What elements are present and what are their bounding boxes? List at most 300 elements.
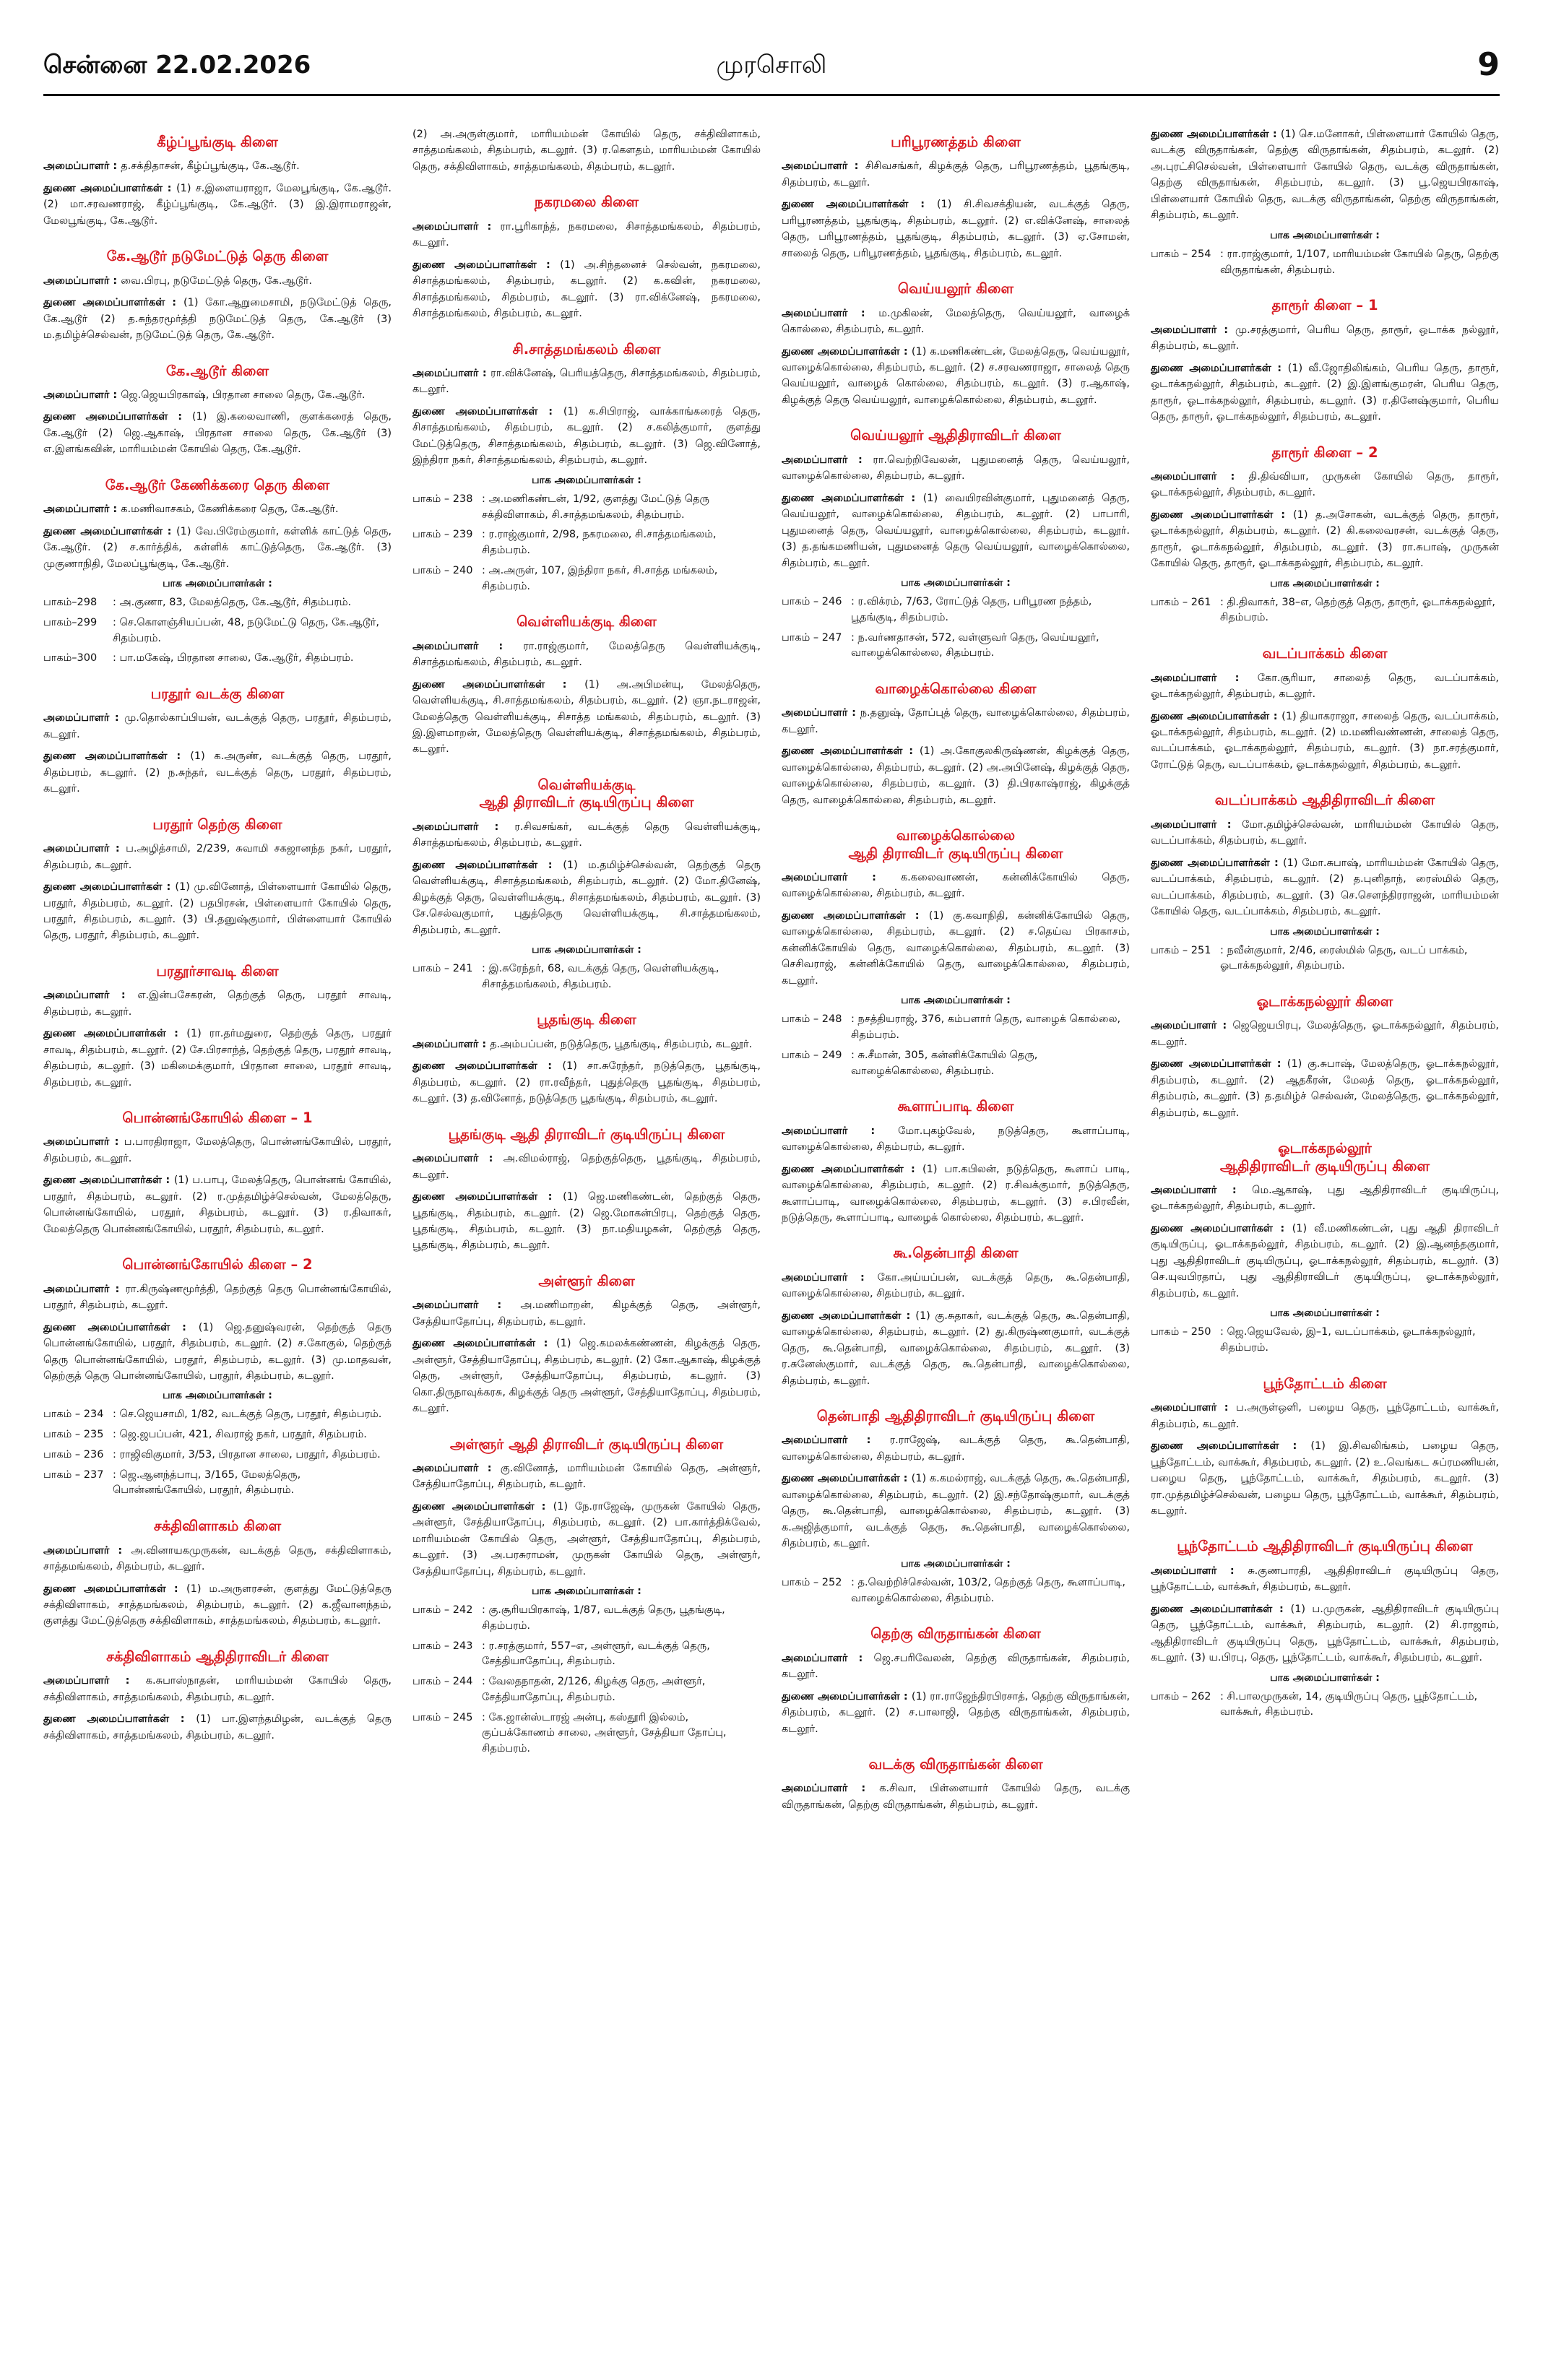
organizer-name: க.சுபாஸ்நாதன், மாரியம்மன் கோயில் தெரு, சக்திவிளாகம், சாத்தமங்கலம், சிதம்பரம், கடலூர். — [43, 1675, 392, 1703]
branch-section — [43, 1109, 392, 1237]
organizer-name: கோ.சூரியா, சாலைத் தெரு, வடப்பாக்கம், ஓடாக்கநல்லூர், சிதம்பரம், கடலூர். — [1151, 672, 1499, 701]
organizer-label: அமைப்பாளர் : — [782, 1435, 890, 1447]
branch-title: கீழ்ப்பூங்குடி கிளை — [157, 134, 278, 150]
booth-organizer: : கே.ஜான்ஸ்டாரஜ் அன்பு, கஸ்தூரி இல்லம், குப்பக்கோணம் சாலை, அள்ளூர், சேத்தியா தோப்பு, சிதம்பரம். — [482, 1711, 727, 1755]
deputy-organizers-line — [43, 1026, 392, 1091]
organizer-label: அமைப்பாளர் : — [412, 1462, 501, 1474]
deputy-label: துணை அமைப்பாளர்கள் : — [43, 881, 176, 893]
branch-title: ஓடாக்கநல்லூர் ஆதிதிராவிடர் குடியிருப்பு கிளை — [1219, 1140, 1430, 1174]
deputy-names: (1) கு.சுபாஷ், மேலத்தெரு, ஓடாக்கநல்லூர், சிதம்பரம், கடலூர். (2) ஆதகீரன், மேலத் தெரு, ஓடாக்கநல்லூர், சிதம்பரம், கடலூர். (3) த.தமிழ்ச் செல்வன், மேலத்தெரு, ஓடாக்கநல்லூர், சிதம்பரம், கடலூர். — [1151, 1058, 1499, 1119]
branch-title: சக்திவிளாகம் கிளை — [153, 1518, 282, 1535]
branch-title: பரிபூரணத்தம் கிளை — [891, 134, 1021, 150]
booth-row — [1151, 247, 1499, 279]
deputy-names: (1) ப.பாபு, மேலத்தெரு, பொன்னங் கோயில், பரதூர், சிதம்பரம், கடலூர். (2) ர.முத்தமிழ்ச்செல்வன், மேலத்தெரு, பொன்னங்கோயில், பரதூர், சிதம்பரம், கடலூர். (3) ர.திவாகர், மேலத்தெரு பொன்னங்கோயில், பரதூர், சிதம்பரம், கடலூர். — [43, 1174, 392, 1235]
branch-title: பொன்னங்கோயில் கிளை – 1 — [122, 1109, 313, 1127]
deputy-label: துணை அமைப்பாளர்கள் : — [782, 492, 923, 504]
branch-section — [1151, 1140, 1499, 1356]
branch-section — [1151, 297, 1499, 425]
booth-organizer: : ராஜிவிகுமார், 3/53, பிரதான சாலை, பரதூர், சிதம்பரம். — [113, 1448, 381, 1461]
booth-row — [412, 527, 761, 559]
booth-organizers-heading: பாக அமைப்பாளர்கள் : — [1270, 1671, 1380, 1684]
deputy-names: (1) க.சிபிராஜ், வாக்காங்கரைத் தெரு, சிசாத்தமங்கலம், சிதம்பரம், கடலூர். (2) ச.கலித்குமார், குளத்து மேட்டுத்தெரு, சிசாத்தமங்கலம், சிதம்பரம், கடலூர். (3) ஜெ.வினோத், இந்திரா நகர், சிசாத்தமங்கலம், சிதம்பரம், கடலூர். — [412, 405, 761, 467]
organizer-label: அமைப்பாளர் : — [782, 707, 860, 719]
organizer-name: க.மணிவாசகம், கேணிக்கரை தெரு, கே.ஆடூர். — [121, 503, 339, 516]
branch-title: பொன்னங்கோயில் கிளை – 2 — [122, 1256, 313, 1273]
branch-section — [412, 194, 761, 321]
organizer-label: அமைப்பாளர் : — [412, 1299, 521, 1312]
booth-row — [412, 1710, 761, 1757]
booth-number: பாகம் – 252 — [782, 1576, 842, 1588]
deputy-organizers-line — [43, 524, 392, 572]
organizer-name: ரா.கிருஷ்ணமூர்த்தி, தெற்குத் தெரு பொன்னங்கோயில், பரதூர், சிதம்பரம், கடலூர். — [43, 1283, 392, 1312]
deputy-label: துணை அமைப்பாளர்கள் : — [412, 678, 585, 691]
deputy-names: (1) ரா.ராஜேந்திரபிரசாத், தெற்கு விருதாங்கன், சிதம்பரம், கடலூர். (2) ச.பாலாஜி, தெற்கு விருதாங்கன், சிதம்பரம், கடலூர். — [782, 1690, 1130, 1735]
organizer-line — [782, 1780, 1130, 1813]
branch-section — [43, 963, 392, 1091]
booth-row — [412, 563, 761, 595]
deputy-organizers-line — [43, 1711, 392, 1744]
deputy-label: துணை அமைப்பாளர்கள் : — [412, 1060, 563, 1073]
deputy-names: (1) த.அசோகன், வடக்குத் தெரு, தாரூர், ஓடாக்கநல்லூர், சிதம்பரம், கடலூர். (2) கி.கலைவரசன், வடக்குத் தெரு, தாரூர், ஓடாக்கநல்லூர், சிதம்பரம், கடலூர். (3) ரா.சுபாஷ், முருகன் கோயில் தெரு, தாரூர், ஓடாக்கநல்லூர், சிதம்பரம், கடலூர். — [1151, 509, 1499, 570]
booth-organizer: : அ.அருள், 107, இந்திரா நகர், சி.சாத்த மங்கலம், சிதம்பரம். — [482, 564, 718, 592]
organizer-line — [1151, 469, 1499, 501]
organizer-line — [1151, 1182, 1499, 1215]
organizer-name: க.சிவா, பிள்ளையார் கோயில் தெரு, வடக்கு விருதாங்கன், தெற்கு விருதாங்கன், சிதம்பரம், கடலூர். — [782, 1783, 1130, 1811]
organizer-line — [43, 1281, 392, 1314]
organizer-line — [782, 158, 1130, 191]
branch-section — [782, 827, 1130, 1079]
branch-section — [43, 248, 392, 343]
organizer-name: ர.ராஜேஷ், வடக்குத் தெரு, கூ.தென்பாதி, வாழைக்கொல்லை, சிதம்பரம், கடலூர். — [782, 1435, 1130, 1463]
organizer-label: அமைப்பாளர் : — [412, 220, 501, 233]
branch-title: அள்ளூர் ஆதி திராவிடர் குடியிருப்பு கிளை — [449, 1435, 724, 1453]
deputy-names: (1) க.மணிகண்டன், மேலத்தெரு, வெய்யலூர், வாழைக்கொல்லை, சிதம்பரம், கடலூர். (2) ச.சரவணராஜா, சாலைத் தெரு வெய்யலூர், வாழைக் கொல்லை, சிதம்பரம், கடலூர். (3) ர.ஆகாஷ், கிழக்குத் தெரு வெய்யலூர், வாழைக்கொல்லை, சிதம்பரம், கடலூர். — [782, 345, 1130, 406]
organizer-label: அமைப்பாளர் : — [43, 503, 121, 516]
branch-section — [412, 613, 761, 758]
booth-organizer: : அ.மணிகண்டன், 1/92, குளத்து மேட்டுத் தெரு சக்திவிளாகம், சி.சாத்தமங்கலம், சிதம்பரம். — [482, 493, 709, 521]
booth-number: பாகம் – 254 — [1151, 248, 1211, 260]
booth-row — [412, 961, 761, 993]
branch-title: கே.ஆடூர் கிளை — [165, 362, 269, 379]
deputy-names: (1) பா.கபிலன், நடுத்தெரு, கூளாப் பாடி, வாழைக்கொல்லை, சிதம்பரம், கடலூர். (2) ர.சிவக்குமார், நடுத்தெரு, கூளாப்பாடி, வாழைக்கொல்லை, சிதம்பரம், கடலூர். (3) ச.பிரவீன், நடுத்தெரு, கூளாப்பாடி, வாழைக் கொல்லை, சிதம்பரம், கடலூர். — [782, 1163, 1130, 1224]
organizer-line — [43, 158, 392, 174]
booth-number: பாகம் – 239 — [412, 529, 473, 541]
deputy-names: (1) தியாகராஜா, சாலைத் தெரு, வடப்பாக்கம், ஓடாக்கநல்லூர், சிதம்பரம், கடலூர். (2) ம.மணிவண்ணன், சாலைத் தெரு, வடப்பாக்கம், ஓடாக்கநல்லூர், சிதம்பரம், கடலூர். (3) நா.சரத்குமார், ரோட்டுத் தெரு, வடப்பாக்கம், ஓடாக்கநல்லூர், சிதம்பரம், கடலூர். — [1151, 710, 1499, 771]
deputy-label: துணை அமைப்பாளர்கள் : — [412, 259, 561, 271]
organizer-label: அமைப்பாளர் : — [412, 367, 491, 379]
organizer-line — [1151, 1018, 1499, 1050]
deputy-names: (1) கு.சுதாகர், வடக்குத் தெரு, கூ.தென்பாதி, வாழைக்கொல்லை, சிதம்பரம், கடலூர். (2) து.கிருஷ்ணகுமார், வடக்குத் தெரு, கூ.தென்பாதி, வாழைக்கொல்லை, சிதம்பரம், கடலூர். (3) ர.சுனேஸ்குமார், வடக்குத் தெரு, கூ.தென்பாதி, வாழைக்கொல்லை, சிதம்பரம், கடலூர். — [782, 1310, 1130, 1387]
booth-row — [43, 595, 392, 611]
organizer-label: அமைப்பாளர் : — [43, 389, 121, 401]
deputy-names: (1) ப.முருகன், ஆதிதிராவிடர் குடியிருப்பு தெரு, பூந்தோட்டம், வாக்கூர், சிதம்பரம், கடலூர். (2) சி.ராஜாம், ஆதிதிராவிடர் குடியிருப்பு தெரு, பூந்தோட்டம், வாக்கூர், சிதம்பரம், கடலூர். (3) ய.பிரபு, தெரு, பூந்தோட்டம், வாக்கூர், சிதம்பரம், கடலூர். — [1151, 1603, 1499, 1664]
deputy-names: (1) அ.அபிமன்யு, மேலத்தெரு, வெள்ளியக்குடி, சி.சாத்தமங்கலம், சிதம்பரம், கடலூர். (2) ஞா.நடராஜன், மேலத்தெரு வெள்ளியக்குடி, சிசாத்த மங்கலம், சிதம்பரம், கடலூர். (3) இ.இளமாறன், மேலத்தெரு வெள்ளியக்குடி, சிசாத்தமங்கலம், சிதம்பரம், கடலூர். — [412, 678, 761, 756]
organizer-line — [782, 870, 1130, 902]
deputy-organizers-line — [43, 409, 392, 457]
branch-section — [43, 1518, 392, 1630]
deputy-names: (1) க.அருண், வடக்குத் தெரு, பரதூர், சிதம்பரம், கடலூர். (2) ந.சுந்தர், வடக்குத் தெரு, பரதூர், சிதம்பரம், கடலூர். — [43, 750, 392, 795]
booth-organizers-heading: பாக அமைப்பாளர்கள் : — [1270, 577, 1380, 589]
branch-section — [412, 1011, 761, 1107]
booth-row — [412, 492, 761, 524]
organizer-label: அமைப்பாளர் : — [412, 640, 524, 652]
organizer-label: அமைப்பாளர் : — [43, 1136, 124, 1148]
branch-section — [412, 1126, 761, 1254]
booth-row — [1151, 1325, 1499, 1356]
branch-section — [782, 280, 1130, 408]
organizer-name: அ.வினாயகமுருகன், வடக்குத் தெரு, சக்திவிளாகம், சாத்தமங்கலம், சிதம்பரம், கடலூர். — [43, 1544, 392, 1573]
deputy-label: துணை அமைப்பாளர்கள் : — [43, 750, 191, 763]
deputy-names: (1) செ.மனோகர், பிள்ளையார் கோயில் தெரு, வடக்கு விருதாங்கன், தெற்கு விருதாங்கன், சிதம்பரம், கடலூர். (2) அ.புரட்சிசெல்வன், பிள்ளையார் கோயில் தெரு, வடக்கு விருதாங்கன், தெற்கு விருதாங்கன், சிதம்பரம், கடலூர். (3) பூ.ஜெயபிரகாஷ், பிள்ளையார் கோயில் தெரு, வடக்கு விருதாங்கன், தெற்கு விருதாங்கன், சிதம்பரம், கடலூர். — [1151, 129, 1499, 222]
branch-section — [1151, 126, 1499, 278]
organizer-label: அமைப்பாளர் : — [782, 307, 879, 319]
deputy-organizers-line — [412, 1058, 761, 1107]
organizer-line — [1151, 1563, 1499, 1596]
deputy-label: துணை அமைப்பாளர்கள் : — [412, 859, 563, 871]
branch-title: வெய்யலூர் கிளை — [897, 280, 1014, 298]
deputy-organizers-line — [412, 1336, 761, 1416]
booth-organizer: : ஜெ.ஆனந்த்பாபு, 3/165, மேலத்தெரு, பொன்னங்கோயில், பரதூர், சிதம்பரம். — [113, 1468, 301, 1497]
branch-section — [1151, 1538, 1499, 1721]
organizer-line — [782, 1270, 1130, 1302]
branch-title: தாரூர் கிளை – 2 — [1271, 443, 1378, 461]
booth-organizer: : ரா.ராஜ்குமார், 1/107, மாரியம்மன் கோயில் தெரு, தெற்கு விருதாங்கன், சிதம்பரம். — [1220, 248, 1499, 276]
column-1 — [43, 126, 392, 2351]
branch-section — [782, 1098, 1130, 1226]
booth-organizer: : ந.வர்ணதாசன், 572, வள்ளுவர் தெரு, வெய்யலூர், வாழைக்கொல்லை, சிதம்பரம். — [851, 631, 1099, 659]
booth-organizer: : த.வெற்றிச்செல்வன், 103/2, தெற்குத் தெரு, கூளாப்பாடி, வாழைக்கொல்லை, சிதம்பரம். — [851, 1576, 1125, 1604]
branch-section — [1151, 993, 1499, 1121]
booth-row — [782, 1048, 1130, 1080]
booth-number: பாகம் – 248 — [782, 1013, 842, 1026]
deputy-organizers-line — [782, 344, 1130, 409]
booth-organizer: : கு.சூரியபிரகாஷ், 1/87, வடக்குத் தெரு, பூதங்குடி, சிதம்பரம். — [482, 1604, 725, 1632]
booth-organizer: : பா.மகேஷ், பிரதான சாலை, கே.ஆடூர், சிதம்பரம். — [113, 652, 354, 665]
branch-title: கூளாப்பாடி கிளை — [897, 1098, 1014, 1115]
deputy-names: (1) ரா.தர்மதுரை, தெற்குத் தெரு, பரதூர் சாவடி, சிதம்பரம், கடலூர். (2) சே.பிரசாந்த், தெற்குத் தெரு, பரதூர் சாவடி, சிதம்பரம், கடலூர். (3) மகிமைக்குமார், பிரதான சாலை, பரதூர் சாவடி, சிதம்பரம், கடலூர். — [43, 1028, 392, 1089]
deputy-names: (1) ஜெ.மணிகண்டன், தெற்குத் தெரு, பூதங்குடி, சிதம்பரம், கடலூர். (2) ஜெ.மோகன்பிரபு, தெற்குத் தெரு, பூதங்குடி, சிதம்பரம், கடலூர். (3) நா.மதியழகன், தெற்குத் தெரு, பூதங்குடி, சிதம்பரம், கடலூர். — [412, 1191, 761, 1252]
organizer-line — [782, 705, 1130, 737]
deputy-organizers-line — [43, 1581, 392, 1630]
organizer-line — [1151, 1400, 1499, 1432]
deputy-label: துணை அமைப்பாளர்கள் : — [43, 1583, 186, 1595]
deputy-names: (1) கோ.ஆறுமைசாமி, நடுமேட்டுத் தெரு, கே.ஆடூர் (2) த.சுந்தரமூர்த்தி நடுமேட்டுத் தெரு, கே.ஆடூர் (3) ம.தமிழ்ச்செல்வன், நடுமேட்டுத் தெரு, கே.ஆடூர். — [43, 297, 392, 342]
organizer-name: சு.குணபாரதி, ஆதிதிராவிடர் குடியிருப்பு தெரு, பூந்தோட்டம், வாக்கூர், சிதம்பரம், கடலூர். — [1151, 1565, 1499, 1593]
organizer-name: ரா.ராஜ்குமார், மேலத்தெரு வெள்ளியக்குடி, சிசாத்தமங்கலம், சிதம்பரம், கடலூர். — [412, 640, 761, 669]
booth-organizer: : இ.சுரேந்தர், 68, வடக்குத் தெரு, வெள்ளியக்குடி, சிசாத்தமங்கலம், சிதம்பரம். — [482, 962, 719, 990]
deputy-label: துணை அமைப்பாளர்கள் : — [43, 1713, 196, 1726]
organizer-label: அமைப்பாளர் : — [1151, 470, 1249, 483]
branch-section — [782, 1625, 1130, 1737]
deputy-label: துணை அமைப்பாளர்கள் : — [782, 745, 920, 758]
branch-title: தென்பாதி ஆதிதிராவிடர் குடியிருப்பு கிளை — [816, 1408, 1095, 1425]
deputy-organizers-line — [782, 908, 1130, 989]
organizer-name: வை.பிரபு, நடுமேட்டுத் தெரு, கே.ஆடூர். — [121, 274, 312, 287]
organizer-label: அமைப்பாளர் : — [43, 1675, 146, 1687]
branch-title: பரதூர் வடக்கு கிளை — [150, 685, 285, 702]
organizer-label: அமைப்பாளர் : — [1151, 818, 1242, 831]
branch-section — [782, 1245, 1130, 1389]
deputy-organizers-line — [412, 677, 761, 758]
booth-row — [43, 1427, 392, 1443]
branch-title: சக்திவிளாகம் ஆதிதிராவிடர் கிளை — [106, 1648, 329, 1665]
deputy-label: துணை அமைப்பாளர்கள் : — [43, 411, 192, 423]
branch-title: ஓடாக்கநல்லூர் கிளை — [1256, 993, 1393, 1011]
branch-section — [43, 1648, 392, 1744]
organizer-line — [43, 841, 392, 873]
booth-number: பாகம் – 243 — [412, 1640, 473, 1652]
branch-title: கே.ஆடூர் கேணிக்கரை தெரு கிளை — [105, 476, 330, 493]
branch-section — [782, 134, 1130, 261]
deputy-names: (1) சா.சுரேந்தர், நடுத்தெரு, பூதங்குடி, சிதம்பரம், கடலூர். (2) ரா.ரவீந்தர், புதுத்தெரு பூதங்குடி, சிதம்பரம், கடலூர். (3) த.வினோத், நடுத்தெரு பூதங்குடி, சிதம்பரம், கடலூர். — [412, 1060, 761, 1105]
organizer-name: தி.திவ்வியா, முருகன் கோயில் தெரு, தாரூர், ஓடாக்கநல்லூர், சிதம்பரம், கடலூர். — [1151, 470, 1499, 499]
deputy-organizers-line — [43, 1320, 392, 1385]
branch-section — [412, 126, 761, 175]
deputy-label: துணை அமைப்பாளர்கள் : — [1151, 362, 1288, 374]
branch-section — [782, 427, 1130, 662]
branch-title: அள்ளூர் கிளை — [538, 1272, 635, 1289]
deputy-names: (1) ம.தமிழ்ச்செல்வன், தெற்குத் தெரு வெள்ளியக்குடி, சிசாத்தமங்கலம், சிதம்பரம், கடலூர். (2) மோ.தினேஷ், கிழக்குத் தெரு, வெள்ளியக்குடி, சிசாத்தமங்கலம், சிதம்பரம், கடலூர். (3) சே.செல்வகுமார், புதுத்தெரு வெள்ளியக்குடி, சி.சாத்தமங்கலம், சிதம்பரம், கடலூர். — [412, 859, 761, 936]
deputy-label: துணை அமைப்பாளர்கள் : — [1151, 1222, 1292, 1234]
deputy-organizers-line — [1151, 507, 1499, 572]
deputy-organizers-line — [1151, 126, 1499, 224]
organizer-line — [43, 273, 392, 289]
deputy-names: (1) வையிரவின்குமார், புதுமனைத் தெரு, வெய்யலூர், வாழைக்கொல்லை, சிதம்பரம், கடலூர். (2) பாபாரி, புதுமனைத் தெரு, வெய்யலூர், வாழைக்கொல்லை, சிதம்பரம், கடலூர். (3) த.தங்கமணியன், புதுமனைத் தெரு வெய்யலூர், வாழைக்கொல்லை, சிதம்பரம், கடலூர். — [782, 492, 1130, 569]
booth-organizers-heading: பாக அமைப்பாளர்கள் : — [532, 943, 641, 956]
deputy-organizers-line — [43, 748, 392, 797]
organizer-name: ந.தனுஷ், தோப்புத் தெரு, வாழைக்கொல்லை, சிதம்பரம், கடலூர். — [782, 707, 1130, 735]
booth-number: பாகம் – 244 — [412, 1676, 473, 1688]
organizer-label: அமைப்பாளர் : — [782, 1271, 878, 1284]
organizer-label: அமைப்பாளர் : — [782, 160, 865, 173]
branch-section — [43, 1256, 392, 1499]
organizer-name: ரா.விக்னேஷ், பெரியத்தெரு, சிசாத்தமங்கலம், சிதம்பரம், கடலூர். — [412, 367, 761, 396]
branch-section — [1151, 792, 1499, 974]
booth-row — [43, 1407, 392, 1423]
masthead — [43, 46, 1500, 96]
branch-title: கூ.தென்பாதி கிளை — [893, 1245, 1019, 1262]
deputy-names: (1) வே.பிரேம்குமார், கள்ளிக் காட்டுத் தெரு, கே.ஆடூர். (2) ச.கார்த்திக், கள்ளிக் காட்டுத்தெரு, கே.ஆடூர். (3) முகுணாநிதி, மேலப்பூங்குடி, கே.ஆடூர். — [43, 525, 392, 570]
deputy-organizers-line — [412, 857, 761, 938]
booth-number: பாகம் – 237 — [43, 1468, 104, 1481]
organizer-line — [43, 987, 392, 1020]
organizer-label: அமைப்பாளர் : — [782, 454, 873, 466]
booth-number: பாகம் – 250 — [1151, 1326, 1211, 1338]
article-columns — [43, 126, 1500, 2351]
deputy-label: துணை அமைப்பாளர்கள் : — [43, 297, 183, 309]
deputy-label: துணை அமைப்பாளர்கள் : — [412, 1500, 553, 1513]
organizer-line — [1151, 670, 1499, 703]
booth-number: பாகம் – 241 — [412, 962, 473, 974]
deputy-names: (1) ம.அருளரசன், குளத்து மேட்டுத்தெரு சக்திவிளாகம், சாத்தமங்கலம், சிதம்பரம், கடலூர். (2) க.ஜீவானந்தம், குளத்து மேட்டுத்தெரு சக்திவிளாகம், சாத்தமங்கலம், சிதம்பரம், கடலூர். — [43, 1583, 392, 1627]
organizer-label: அமைப்பாளர் : — [43, 1544, 131, 1557]
deputy-label: துணை அமைப்பாளர்கள் : — [782, 1690, 912, 1702]
booth-organizers-heading: பாக அமைப்பாளர்கள் : — [1270, 925, 1380, 938]
deputy-organizers-line — [43, 1172, 392, 1237]
organizer-line — [782, 306, 1130, 338]
organizer-name: ப.அருள்ஒளி, பழைய தெரு, பூந்தோட்டம், வாக்கூர், சிதம்பரம், கடலூர். — [1151, 1402, 1499, 1430]
organizer-name: ர.சிவசங்கர், வடக்குத் தெரு வெள்ளியக்குடி, சிசாத்தமங்கலம், சிதம்பரம், கடலூர். — [412, 821, 761, 849]
booth-organizer: : ஜெ.ஜபப்பன், 421, சிவராஜ் நகர், பரதூர், சிதம்பரம். — [113, 1429, 367, 1441]
booth-row — [782, 1012, 1130, 1044]
deputy-label: துணை அமைப்பாளர்கள் : — [43, 525, 176, 537]
deputy-label: துணை அமைப்பாளர்கள் : — [782, 199, 937, 211]
booth-organizers-heading: பாக அமைப்பாளர்கள் : — [532, 474, 641, 486]
branch-title: வாழைக்கொல்லை ஆதி திராவிடர் குடியிருப்பு கிளை — [848, 827, 1063, 862]
organizer-name: மோ.தமிழ்ச்செல்வன், மாரியம்மன் கோயில் தெரு, வடப்பாக்கம், சிதம்பரம், கடலூர். — [1151, 818, 1499, 847]
deputy-names: (1) மு.வினோத், பிள்ளையார் கோயில் தெரு, பரதூர், சிதம்பரம், கடலூர். (2) பதபிரசன், பிள்ளையார் கோயில் தெரு, பரதூர், சிதம்பரம், கடலூர். (3) பி.தனுஷ்குமார், பிள்ளையார் கோயில் தெரு, பரதூர், சிதம்பரம், கடலூர். — [43, 881, 392, 942]
organizer-line — [43, 501, 392, 517]
deputy-names: (1) பா.இளந்தமிழன், வடக்குத் தெரு சக்திவிளாகம், சாத்தமங்கலம், சிதம்பரம், கடலூர். — [43, 1713, 392, 1741]
organizer-line — [43, 387, 392, 403]
deputy-label: துணை அமைப்பாளர்கள் : — [43, 1321, 199, 1333]
branch-section — [43, 477, 392, 667]
organizer-label: அமைப்பாளர் : — [43, 1283, 126, 1295]
organizer-line — [782, 1123, 1130, 1156]
deputy-names: (1) கு.கவாநிதி, கன்னிக்கோயில் தெரு, வாழைக்கொல்லை, சிதம்பரம், கடலூர். (2) ச.தெய்வ பிரகாசம், கன்னிக்கோயில் தெரு, வாழைக்கொல்லை, சிதம்பரம், கடலூர். (3) செசிவராஜ், கன்னிக்கோயில் தெரு, வாழைக்கொல்லை, சிதம்பரம், கடலூர். — [782, 909, 1130, 987]
deputy-names: (1) நே.ராஜேஷ், முருகன் கோயில் தெரு, அள்ளூர், சேத்தியாதோப்பு, சிதம்பரம், கடலூர். (2) பா.கார்த்திக்வேல், மாரியம்மன் கோயில் தெரு, அள்ளூர், சேத்தியாதோப்பு, சிதம்பரம், கடலூர். (3) அ.பரசுராமன், முருகன் கோயில் தெரு, அள்ளூர், சேத்தியாதோப்பு, சிதம்பரம், கடலூர். — [412, 1500, 761, 1578]
deputy-label: துணை அமைப்பாளர்கள் : — [412, 1191, 563, 1203]
organizer-name: ப.பாரதிராஜா, மேலத்தெரு, பொன்னங்கோயில், பரதூர், சிதம்பரம், கடலூர். — [43, 1136, 392, 1164]
booth-number: பாகம்–298 — [43, 597, 98, 608]
deputy-organizers-line — [1151, 709, 1499, 774]
branch-section — [782, 1756, 1130, 1813]
booth-organizer: : தி.திவாகர், 38–எ, தெற்குத் தெரு, தாரூர், ஓடாக்கநல்லூர், சிதம்பரம். — [1220, 596, 1495, 624]
organizer-label: அமைப்பாளர் : — [782, 1783, 880, 1795]
branch-title: பூந்தோட்டம் கிளை — [1263, 1375, 1387, 1392]
organizer-label: அமைப்பாளர் : — [782, 871, 901, 883]
branch-title: சி.சாத்தமங்கலம் கிளை — [512, 340, 661, 358]
booth-number: பாகம் – 249 — [782, 1049, 842, 1061]
deputy-organizers-line — [43, 879, 392, 944]
organizer-line — [43, 1673, 392, 1705]
branch-section — [43, 816, 392, 944]
deputy-organizers-line — [782, 490, 1130, 571]
organizer-label: அமைப்பாளர் : — [1151, 1402, 1237, 1414]
booth-number: பாகம் – 245 — [412, 1711, 473, 1723]
organizer-label: அமைப்பாளர் : — [782, 1652, 874, 1664]
deputy-organizers-line — [1151, 855, 1499, 920]
booth-organizer: : சு.சீமான், 305, கன்னிக்கோயில் தெரு, வாழைக்கொல்லை, சிதம்பரம். — [851, 1049, 1038, 1077]
booth-row — [43, 1468, 392, 1500]
booth-row — [1151, 1689, 1499, 1721]
organizer-name: ரா.வெற்றிவேலன், புதுமனைத் தெரு, வெய்யலூர், வாழைக்கொல்லை, சிதம்பரம், கடலூர். — [782, 454, 1130, 483]
organizer-label: அமைப்பாளர் : — [43, 990, 138, 1002]
branch-section — [1151, 1375, 1499, 1520]
deputy-names: (1) ச.இளையராஜா, மேலபூங்குடி, கே.ஆடூர். (2) மா.சரவணராஜ், கீழ்ப்பூங்குடி, கே.ஆடூர். (3) இ.இராமராஜன், மேலபூங்குடி, கே.ஆடூர். — [43, 182, 392, 227]
organizer-name: மோ.புகழ்வேல், நடுத்தெரு, கூளாப்பாடி, வாழைக்கொல்லை, சிதம்பரம், கடலூர். — [782, 1125, 1130, 1154]
branch-section — [1151, 645, 1499, 773]
organizer-name: சிசிவசங்கர், கிழக்குத் தெரு, பரிபூரணத்தம், பூதங்குடி, சிதம்பரம், கடலூர். — [782, 160, 1130, 189]
deputy-organizers-line — [1151, 360, 1499, 425]
organizer-label: அமைப்பாளர் : — [412, 1038, 490, 1050]
deputy-label: துணை அமைப்பாளர்கள் : — [1151, 857, 1284, 869]
booth-row — [412, 1603, 761, 1635]
booth-organizers-heading: பாக அமைப்பாளர்கள் : — [901, 577, 1011, 589]
branch-title: தெற்கு விருதாங்கன் கிளை — [870, 1625, 1041, 1643]
branch-title: வடக்கு விருதாங்கன் கிளை — [868, 1755, 1043, 1773]
booth-row — [43, 1448, 392, 1463]
column-4 — [1151, 126, 1499, 2351]
organizer-line — [1151, 817, 1499, 849]
column-2 — [412, 126, 761, 2351]
organizer-name: எ.இன்பசேகரன், தெற்குத் தெரு, பரதூர் சாவடி, சிதம்பரம், கடலூர். — [43, 990, 392, 1018]
booth-organizer: : ர.சரத்குமார், 557–எ, அள்ளூர், வடக்குத் தெரு, சேத்தியாதோப்பு, சிதம்பரம். — [482, 1640, 710, 1668]
organizer-label: அமைப்பாளர் : — [43, 712, 125, 724]
organizer-label: அமைப்பாளர் : — [1151, 324, 1235, 336]
deputy-organizers-line — [412, 404, 761, 469]
branch-section — [43, 685, 392, 797]
deputy-label: துணை அமைப்பாளர்கள் : — [43, 182, 177, 194]
booth-number: பாகம் – 242 — [412, 1604, 473, 1617]
deputy-label: துணை அமைப்பாளர்கள் : — [782, 1163, 923, 1175]
booth-organizer: : ர.விக்ரம், 7/63, ரோட்டுத் தெரு, பரிபூரண நத்தம், பூதங்குடி, சிதம்பரம். — [851, 596, 1092, 623]
booth-number: பாகம் – 236 — [43, 1448, 104, 1461]
branch-section — [782, 680, 1130, 808]
branch-title: வாழைக்கொல்லை கிளை — [875, 680, 1037, 698]
deputy-organizers-line — [43, 181, 392, 229]
booth-organizers-heading: பாக அமைப்பாளர்கள் : — [901, 995, 1011, 1007]
booth-organizers-heading: பாக அமைப்பாளர்கள் : — [163, 1390, 272, 1402]
booth-number: பாகம் – 235 — [43, 1429, 104, 1441]
deputy-label: துணை அமைப்பாளர்கள் : — [1151, 1058, 1287, 1070]
deputy-organizers-line — [1151, 1601, 1499, 1666]
booth-number: பாகம் – 251 — [1151, 944, 1211, 956]
organizer-line — [43, 710, 392, 743]
branch-section — [43, 363, 392, 458]
organizer-name: ஜெ.ஜெயபிரகாஷ், பிரதான சாலை தெரு, கே.ஆடூர். — [121, 389, 366, 401]
organizer-name: ம.முகிலன், மேலத்தெரு, வெய்யலூர், வாழைக் கொல்லை, சிதம்பரம், கடலூர். — [782, 307, 1130, 336]
deputy-names: (1) வீ.மணிகண்டன், புது ஆதி திராவிடர் குடியிருப்பு, ஓடாக்கநல்லூர், சிதம்பரம், கடலூர். (2) இ.ஆனந்தகுமார், புது ஆதிதிராவிடர் குடியிருப்பு, ஓடாக்கநல்லூர், சிதம்பரம், கடலூர். (3) செ.யுவபிரதாப், புது ஆதிதிராவிடர் குடியிருப்பு, ஓடாக்கநல்லூர், சிதம்பரம், கடலூர். — [1151, 1222, 1499, 1299]
organizer-name: மு.தொல்காப்பியன், வடக்குத் தெரு, பரதூர், சிதம்பரம், கடலூர். — [43, 712, 392, 740]
branch-title: கே.ஆடூர் நடுமேட்டுத் தெரு கிளை — [106, 248, 329, 265]
organizer-line — [782, 452, 1130, 485]
deputy-names: (1) வீ.ஜோதிலிங்கம், பெரிய தெரு, தாரூர், ஒடாக்கநல்லூர், சிதம்பரம், கடலூர். (2) இ.இளங்குமரன், பெரிய தெரு, தாரூர், ஓடாக்கநல்லூர், சிதம்பரம், கடலூர். (3) ர.தினேஷ்குமார், பெரிய தெரு, தாரூர், ஓடாக்கநல்லூர், சிதம்பரம், கடலூர். — [1151, 362, 1499, 423]
organizer-line — [43, 1543, 392, 1575]
booth-number: பாகம்–300 — [43, 652, 98, 665]
branch-title: பூந்தோட்டம் ஆதிதிராவிடர் குடியிருப்பு கிளை — [1177, 1538, 1473, 1555]
branch-section — [412, 1436, 761, 1757]
booth-organizers-heading: பாக அமைப்பாளர்கள் : — [163, 578, 272, 589]
organizer-label: அமைப்பாளர் : — [412, 821, 515, 833]
organizer-label: அமைப்பாளர் : — [43, 274, 121, 287]
booth-organizers-heading: பாக அமைப்பாளர்கள் : — [901, 1557, 1011, 1570]
branch-title: வெள்ளியக்குடி ஆதி திராவிடர் குடியிருப்பு கிளை — [479, 776, 694, 811]
organizer-name: த.சக்திதாசன், கீழ்ப்பூங்குடி, கே.ஆடூர். — [121, 160, 300, 173]
booth-row — [782, 594, 1130, 626]
booth-number: பாகம் – 262 — [1151, 1690, 1211, 1702]
organizer-label: அமைப்பாளர் : — [412, 1153, 503, 1165]
organizer-label: அமைப்பாளர் : — [782, 1125, 899, 1137]
booth-row — [412, 1639, 761, 1671]
deputy-label: துணை அமைப்பாளர்கள் : — [412, 405, 563, 417]
organizer-name: கோ.அய்யப்பன், வடக்குத் தெரு, கூ.தென்பாதி, வாழைக்கொல்லை, சிதம்பரம், கடலூர். — [782, 1271, 1130, 1300]
organizer-line — [412, 219, 761, 251]
booth-organizer: : ர.ராஜ்குமார், 2/98, நகரமலை, சி.சாத்தமங்கலம், சிதம்பரம். — [482, 529, 717, 557]
deputy-organizers-line — [782, 1161, 1130, 1226]
booth-number: பாகம் – 261 — [1151, 596, 1211, 608]
organizer-name: ரா.பூரிகாந்த், நகரமலை, சிசாத்தமங்கலம், சிதம்பரம், கடலூர். — [412, 220, 761, 249]
booth-organizer: : அ.குணா, 83, மேலத்தெரு, கே.ஆடூர், சிதம்பரம். — [113, 597, 352, 608]
deputy-names: (1) ஜெ.தனுஷ்வரன், தெற்குத் தெரு பொன்னங்கோயில், பரதூர், சிதம்பரம், கடலூர். (2) ச.கோகுல், தெற்குத் தெரு பொன்னங்கோயில், பரதூர், சிதம்பரம், கடலூர். (3) மு.மாதவன், தெற்குத் தெரு பொன்னங்கோயில், பரதூர், சிதம்பரம், கடலூர். — [43, 1321, 392, 1382]
deputy-organizers-line — [782, 1308, 1130, 1389]
branch-section — [412, 341, 761, 595]
booth-number: பாகம் – 234 — [43, 1408, 104, 1421]
branch-section — [782, 1408, 1130, 1606]
booth-row — [43, 615, 392, 647]
deputy-label: துணை அமைப்பாளர்கள் : — [782, 345, 912, 358]
booth-row — [43, 651, 392, 667]
